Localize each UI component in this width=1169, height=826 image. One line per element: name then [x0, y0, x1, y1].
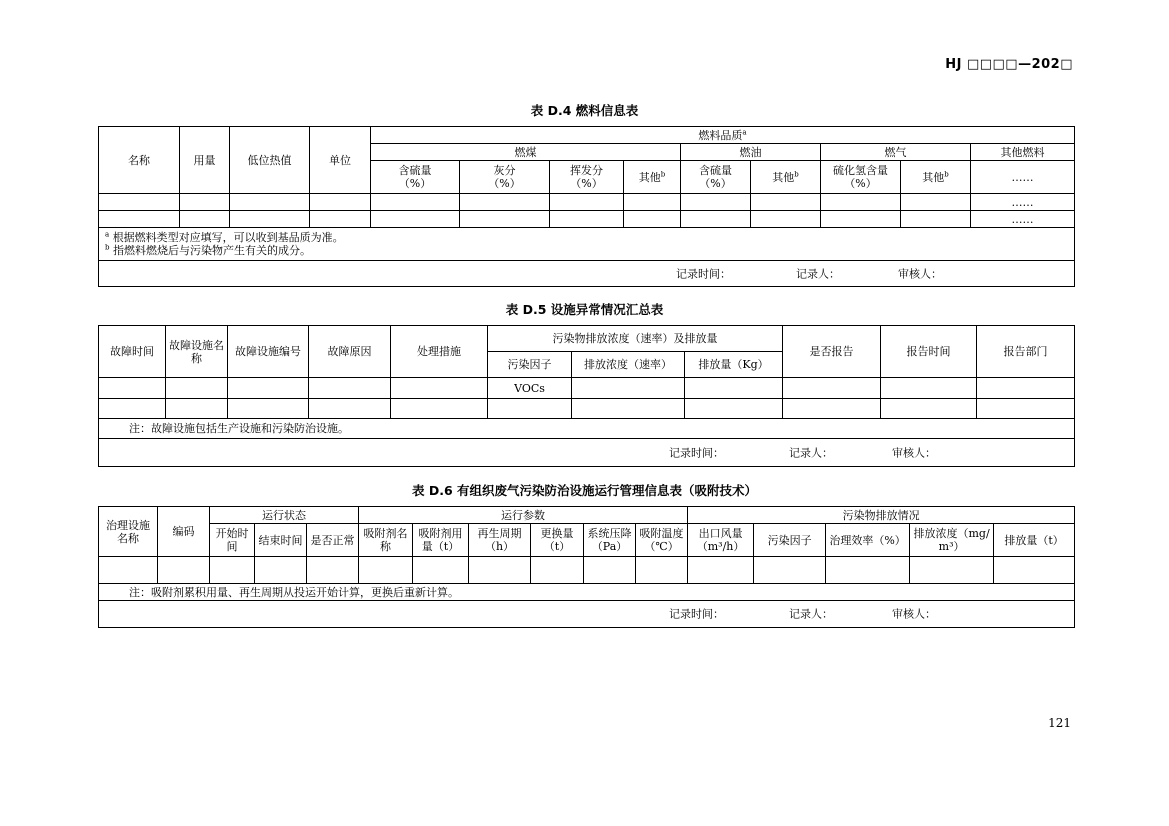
document-code: HJ □□□□—202□ — [945, 57, 1073, 72]
table-row — [99, 557, 1075, 584]
header-emission-amount: 排放量（t） — [994, 524, 1075, 557]
table-d5-note: 注：故障设施包括生产设施和污染防治设施。 — [99, 419, 1075, 439]
cell-pollutant: VOCs — [488, 378, 572, 399]
header-unit: 单位 — [310, 127, 371, 194]
table-d5-signature — [99, 439, 1075, 467]
adsorption-operation-table — [98, 506, 1075, 628]
header-lhv: 低位热值 — [230, 127, 310, 194]
header-run-status: 运行状态 — [210, 507, 359, 524]
record-time-label: 记录时间： — [669, 607, 724, 621]
header-pollutant: 污染因子 — [488, 352, 572, 378]
header-report-time: 报告时间 — [881, 326, 977, 378]
header-pressure-drop: 系统压降（Pa） — [584, 524, 636, 557]
note-b: $^b$ 指燃料燃烧后与污染物产生有关的成分。 — [105, 243, 311, 257]
header-emission-group: 污染物排放浓度（速率）及排放量 — [488, 326, 783, 352]
header-coal-volatile: 挥发分 （%） — [550, 161, 624, 194]
header-oil-sulfur: 含硫量 （%） — [681, 161, 751, 194]
table-d4-signature — [99, 261, 1075, 287]
recorder-label: 记录人： — [789, 607, 833, 621]
header-gas-other: 其他$^b$ — [901, 161, 971, 194]
header-fuel-quality: 燃料品质$^a$ — [371, 127, 1075, 144]
header-conc: 排放浓度（速率） — [572, 352, 685, 378]
reviewer-label: 审核人： — [892, 607, 936, 621]
facility-anomaly-table — [98, 325, 1075, 467]
header-replace-amount: 更换量（t） — [531, 524, 584, 557]
header-other-fuel: 其他燃料 — [971, 144, 1075, 161]
header-amount: 排放量（Kg） — [685, 352, 783, 378]
header-coal-ash: 灰分 （%） — [460, 161, 550, 194]
table-row — [99, 399, 1075, 419]
header-adsorbent-amount: 吸附剂用量（t） — [413, 524, 469, 557]
header-run-params: 运行参数 — [359, 507, 688, 524]
fuel-info-table — [98, 126, 1075, 287]
cell-ellipsis: …… — [971, 211, 1075, 228]
header-report-dept: 报告部门 — [977, 326, 1075, 378]
header-pollutant: 污染因子 — [754, 524, 826, 557]
header-gas: 燃气 — [821, 144, 971, 161]
header-name: 名称 — [99, 127, 180, 194]
note-a: $^a$ 根据燃料类型对应填写，可以收到基品质为准。 — [105, 230, 344, 244]
recorder-label: 记录人： — [789, 446, 833, 459]
header-adsorb-temp: 吸附温度（℃） — [636, 524, 688, 557]
header-coal-sulfur: 含硫量 （%） — [371, 161, 460, 194]
header-facility: 治理设施名称 — [99, 507, 158, 557]
header-oil: 燃油 — [681, 144, 821, 161]
header-gas-h2s: 硫化氢含量 （%） — [821, 161, 901, 194]
header-fault-no: 故障设施编号 — [228, 326, 309, 378]
cell-ellipsis: …… — [971, 194, 1075, 211]
table-row — [99, 194, 1075, 211]
reviewer-label: 审核人： — [892, 446, 936, 459]
recorder-label: 记录人： — [796, 267, 840, 280]
header-end-time: 结束时间 — [255, 524, 307, 557]
header-fault-cause: 故障原因 — [309, 326, 391, 378]
header-is-normal: 是否正常 — [307, 524, 359, 557]
header-other-ellipsis: …… — [971, 161, 1075, 194]
table-d5-caption: 表 D.5 设施异常情况汇总表 — [505, 302, 664, 317]
table-d4-notes — [99, 228, 1075, 261]
header-adsorbent-name: 吸附剂名称 — [359, 524, 413, 557]
header-emission: 污染物排放情况 — [688, 507, 1075, 524]
reviewer-label: 审核人： — [898, 267, 942, 280]
header-fault-time: 故障时间 — [99, 326, 166, 378]
table-d6-note: 注：吸附剂累积用量、再生周期从投运开始计算，更换后重新计算。 — [99, 584, 1075, 601]
header-start-time: 开始时间 — [210, 524, 255, 557]
header-oil-other: 其他$^b$ — [751, 161, 821, 194]
record-time-label: 记录时间： — [676, 267, 731, 280]
header-measure: 处理措施 — [391, 326, 488, 378]
table-d4-caption: 表 D.4 燃料信息表 — [530, 103, 639, 118]
header-fault-facility: 故障设施名称 — [166, 326, 228, 378]
header-emission-conc: 排放浓度（mg/m³） — [910, 524, 994, 557]
table-row — [99, 211, 1075, 228]
table-d6-caption: 表 D.6 有组织废气污染防治设施运行管理信息表（吸附技术） — [411, 483, 758, 498]
record-time-label: 记录时间： — [669, 446, 724, 459]
table-d6-signature — [99, 601, 1075, 628]
header-regen-cycle: 再生周期（h） — [469, 524, 531, 557]
header-code: 编码 — [158, 507, 210, 557]
header-outlet-airflow: 出口风量（m³/h） — [688, 524, 754, 557]
header-efficiency: 治理效率（%） — [826, 524, 910, 557]
header-coal: 燃煤 — [371, 144, 681, 161]
header-usage: 用量 — [180, 127, 230, 194]
header-coal-other: 其他$^b$ — [624, 161, 681, 194]
header-reported: 是否报告 — [783, 326, 881, 378]
table-row — [99, 378, 1075, 399]
page-number: 121 — [1048, 716, 1071, 730]
